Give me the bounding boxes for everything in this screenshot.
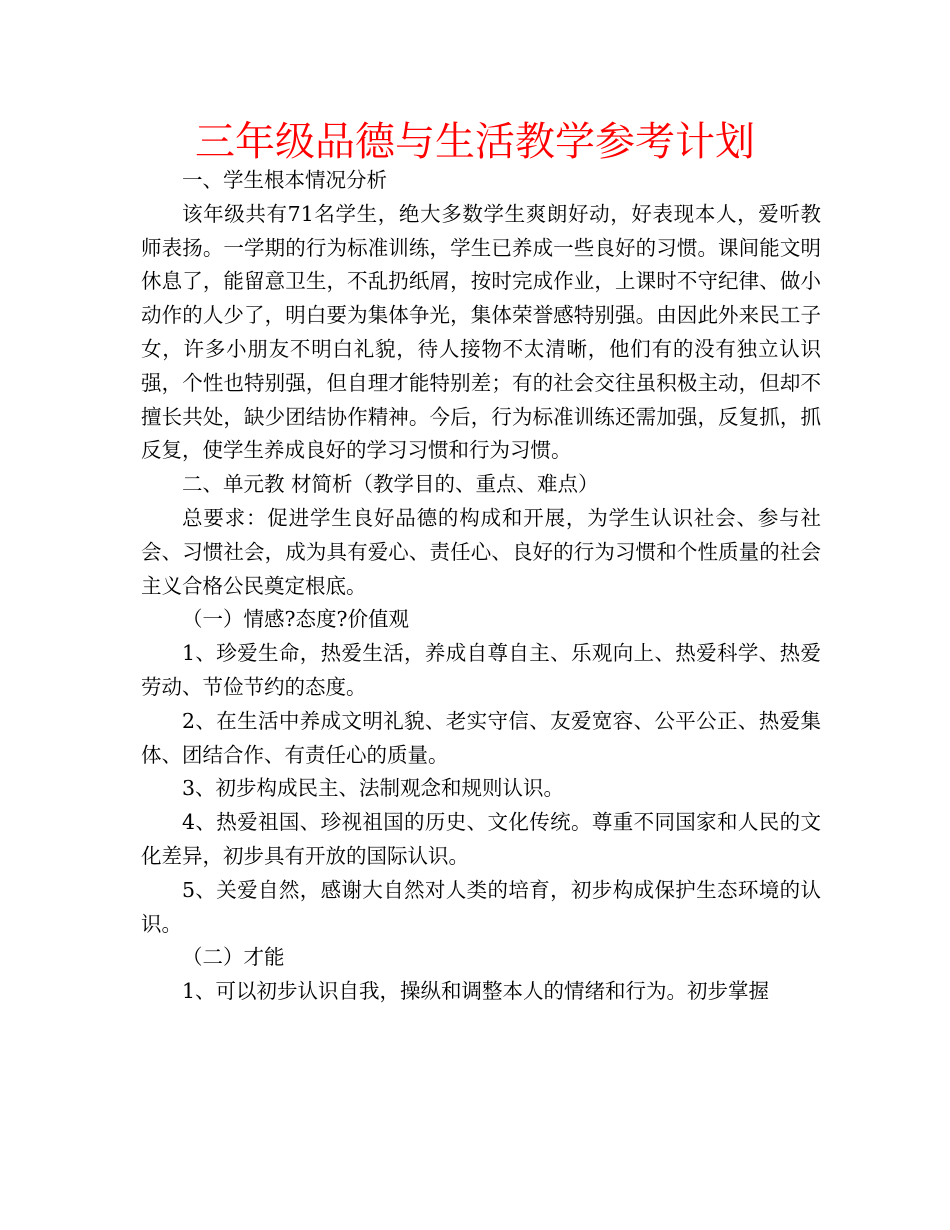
subheading-ability: （二）才能 — [182, 945, 285, 970]
list-item-2: 2、在生活中养成文明礼貌、老实守信、友爱宽容、公平公正、热爱集体、团结合作、有责任心的质量。 — [141, 708, 821, 767]
list-item-1: 1、珍爱生命，热爱生活，养成自尊自主、乐观向上、热爱科学、热爱劳动、节俭节约的态度。 — [141, 641, 821, 699]
list-item-3: 3、初步构成民主、法制观念和规则认识。 — [182, 776, 565, 801]
paragraph-general-requirement: 总要求：促进学生良好品德的构成和开展，为学生认识社会、参与社会、习惯社会，成为具有爱心、责任心、良好的行为习惯和个性质量的社会主义合格公民奠定根底。 — [141, 505, 821, 598]
list-item-4: 4、热爱祖国、珍视祖国的历史、文化传统。尊重不同国家和人民的文化差异，初步具有开放的国际认识。 — [141, 810, 821, 868]
document-title: 三年级品德与生活教学参考计划 — [195, 119, 755, 165]
section-heading-unit-analysis: 二、单元教 材简析（教学目的、重点、难点） — [182, 472, 599, 497]
list-item-5: 5、关爱自然，感谢大自然对人类的培育，初步构成保护生态环境的认识。 — [141, 877, 821, 936]
document-body — [141, 164, 821, 1009]
list-item-ability-1: 1、可以初步认识自我，操纵和调整本人的情绪和行为。初步掌握 — [182, 979, 770, 1004]
subheading-emotion-attitude-values: （一）情感?态度?价值观 — [182, 607, 409, 632]
section-heading-student-analysis: 一、学生根本情况分析 — [182, 168, 387, 192]
paragraph-student-analysis: 该年级共有71名学生，绝大多数学生爽朗好动，好表现本人，爱听教师表扬。一学期的行为标准训练，学生已养成一些良好的习惯。课间能文明休息了，能留意卫生，不乱扔纸屑，按时完成作业，上课时不守纪律、做小动作的人少了，明白要为集体争光，集体荣誉感特别强。由因此外来民工子女，许多小朋友不明白礼貌，待人接物不太清晰，他们有的没有独立认识强，个性也特别强，但自理才能特别差；有的社会交往虽积极主动，但却不擅长共处，缺少团结协作精神。今后，行为标准训练还需加强，反复抓，抓反复，使学生养成良好的学习习惯和行为习惯。 — [141, 201, 821, 463]
